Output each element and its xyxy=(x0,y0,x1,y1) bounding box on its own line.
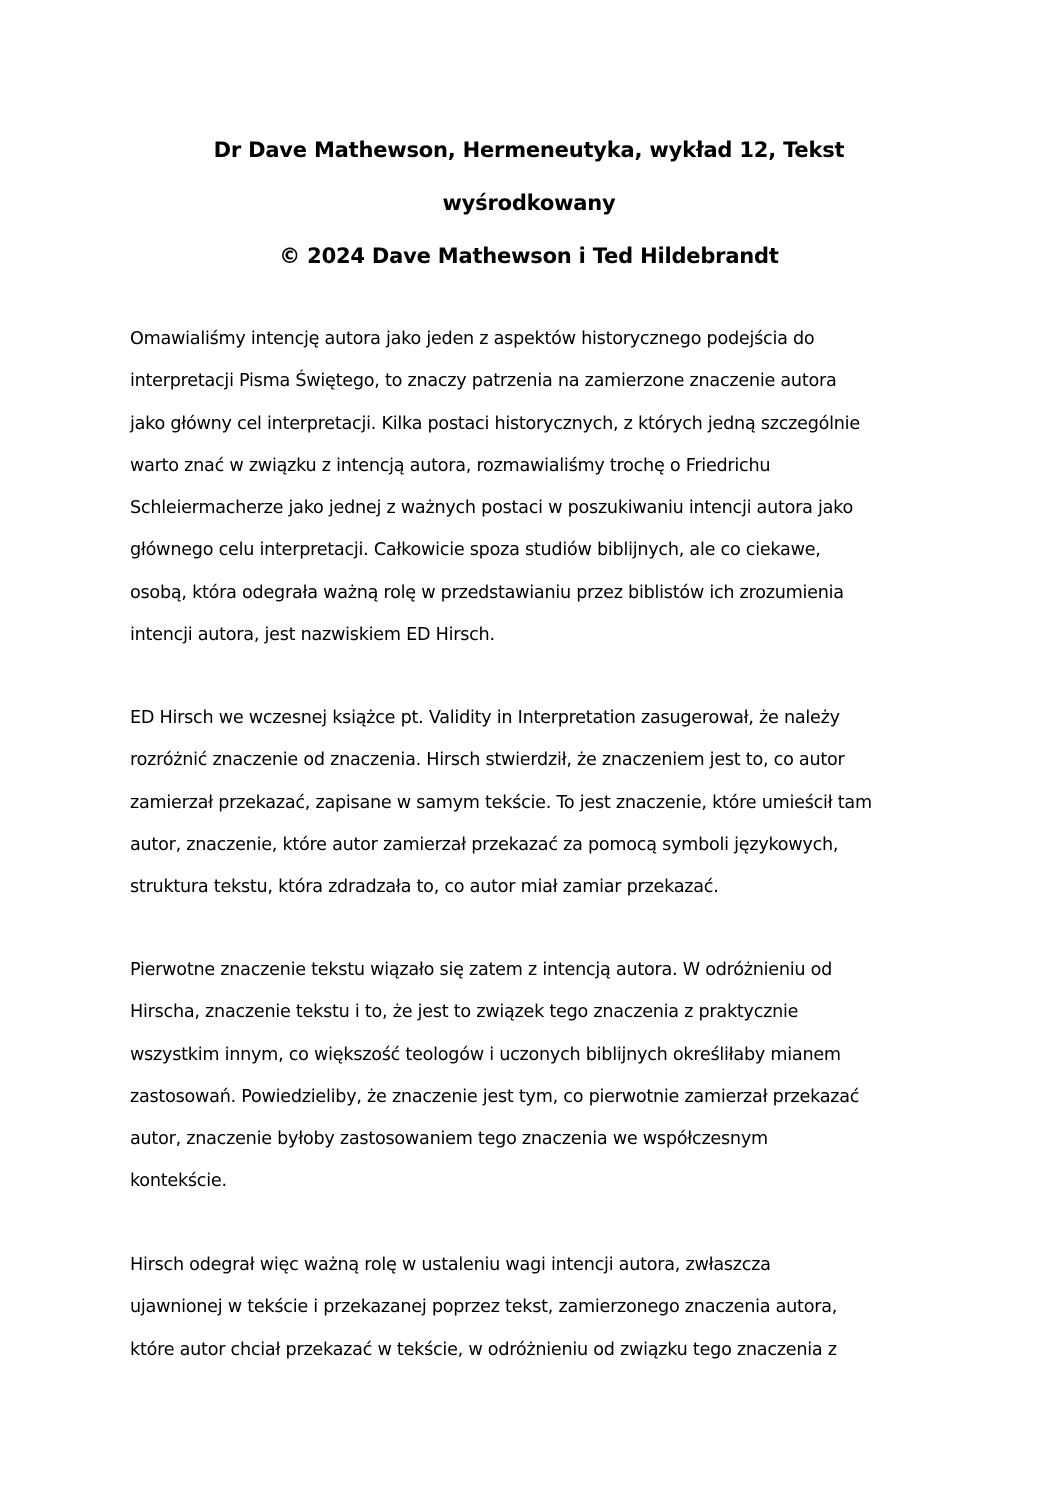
text-line: ujawnionej w tekście i przekazanej poprzez tekst, zamierzonego znaczenia autora, xyxy=(130,1297,838,1318)
text-line: rozróżnić znaczenie od znaczenia. Hirsch stwierdził, że znaczeniem jest to, co autor xyxy=(130,750,845,771)
paragraph xyxy=(130,318,930,656)
paragraph xyxy=(130,697,930,908)
text-line: Hirsch odegrał więc ważną rolę w ustaleniu wagi intencji autora, zwłaszcza xyxy=(130,1255,771,1275)
text-line: kontekście. xyxy=(130,1171,227,1192)
text-line: autor, znaczenie, które autor zamierzał przekazać za pomocą symboli językowych, xyxy=(130,834,839,855)
document-title xyxy=(130,124,928,283)
text-line: osobą, która odegrała ważną rolę w przedstawianiu przez biblistów ich zrozumienia xyxy=(130,582,844,603)
text-line: które autor chciał przekazać w tekście, w odróżnieniu od związku tego znaczenia z xyxy=(130,1339,837,1360)
text-line: warto znać w związku z intencją autora, rozmawialiśmy trochę o Friedrichu xyxy=(130,455,771,476)
paragraph xyxy=(130,1244,930,1371)
text-line: Hirscha, znaczenie tekstu i to, że jest to związek tego znaczenia z praktycznie xyxy=(130,1002,799,1023)
text-line: intencji autora, jest nazwiskiem ED Hirsch. xyxy=(130,625,495,646)
text-line: zastosowań. Powiedzieliby, że znaczenie jest tym, co pierwotnie zamierzał przekazać xyxy=(130,1086,860,1107)
text-line: interpretacji Pisma Świętego, to znaczy patrzenia na zamierzone znaczenie autora xyxy=(130,371,837,392)
title-line: Dr Dave Mathewson, Hermeneutyka, wykład 12, Tekst xyxy=(213,138,845,162)
text-line: jako główny cel interpretacji. Kilka postaci historycznych, z których jedną szczególnie xyxy=(130,413,860,434)
text-line: zamierzał przekazać, zapisane w samym tekście. To jest znaczenie, które umieścił tam xyxy=(130,792,872,813)
text-line: autor, znaczenie byłoby zastosowaniem tego znaczenia we współczesnym xyxy=(130,1129,768,1150)
text-line: struktura tekstu, która zdradzała to, co autor miał zamiar przekazać. xyxy=(130,877,719,898)
copyright-line: © 2024 Dave Mathewson i Ted Hildebrandt xyxy=(279,244,779,268)
text-line: głównego celu interpretacji. Całkowicie spoza studiów biblijnych, ale co ciekawe, xyxy=(130,540,821,561)
text-line: Pierwotne znaczenie tekstu wiązało się zatem z intencją autora. W odróżnieniu od xyxy=(130,960,833,980)
text-line: Schleiermacherze jako jednej z ważnych postaci w poszukiwaniu intencji autora jako xyxy=(130,498,854,519)
paragraph xyxy=(130,949,930,1203)
title-line: wyśrodkowany xyxy=(442,191,616,215)
text-line: wszystkim innym, co większość teologów i uczonych biblijnych określiłaby mianem xyxy=(130,1044,841,1065)
text-line: ED Hirsch we wczesnej książce pt. Validity in Interpretation zasugerował, że należy xyxy=(130,708,840,728)
text-line: Omawialiśmy intencję autora jako jeden z aspektów historycznego podejścia do xyxy=(130,329,815,349)
